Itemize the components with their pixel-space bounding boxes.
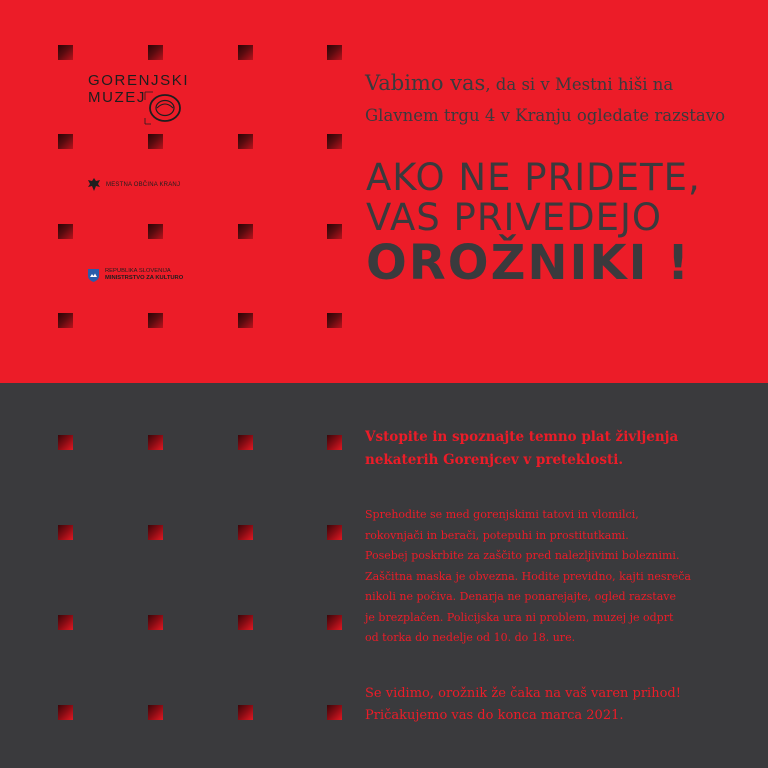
ministry-sponsor — [88, 268, 183, 282]
headline-line3: OROŽNIKI ! — [366, 235, 692, 291]
municipality-sponsor — [88, 178, 180, 191]
ministry-line2: MINISTRSTVO ZA KULTURO — [105, 275, 184, 281]
decor-square — [238, 705, 253, 720]
decor-square — [148, 435, 163, 450]
ministry-line1: REPUBLIKA SLOVENIJA — [105, 268, 171, 274]
decor-square — [327, 45, 342, 60]
headline-line2: VAS PRIVEDEJO — [366, 196, 663, 239]
decor-square — [148, 525, 163, 540]
decor-square — [58, 705, 73, 720]
decor-square — [58, 224, 73, 239]
decor-square — [148, 224, 163, 239]
body-line: od torka do nedelje od 10. do 18. ure. — [365, 631, 576, 644]
decor-square — [148, 705, 163, 720]
body-line: Posebej poskrbite za zaščito pred nalezljivimi boleznimi. — [365, 549, 680, 562]
decor-square — [148, 134, 163, 149]
outro-line1: Se vidimo, orožnik že čaka na vaš varen prihod! — [365, 686, 681, 701]
slovenia-crest-icon — [88, 269, 99, 282]
decor-square — [327, 705, 342, 720]
decor-square — [238, 224, 253, 239]
invite-lead: Vabimo vas — [365, 71, 486, 95]
headline-line1: AKO NE PRIDETE, — [366, 156, 701, 199]
invite-rest: , da si v Mestni hiši na — [485, 75, 674, 94]
invitation-text — [365, 68, 745, 131]
logo-line1: GORENJSKI — [88, 72, 190, 89]
decor-square — [327, 134, 342, 149]
body-line: rokovnjači in berači, potepuhi in prostitutkami. — [365, 528, 629, 542]
municipality-name: MESTNA OBČINA KRANJ — [106, 181, 181, 188]
decor-square — [238, 134, 253, 149]
decor-square — [327, 525, 342, 540]
eagle-crest-icon — [88, 178, 100, 191]
body-line: Sprehodite se med gorenjskimi tatovi in vlomilci, — [365, 508, 639, 521]
headline — [366, 156, 746, 291]
decor-square — [238, 615, 253, 630]
intro-line2: nekaterih Gorenjcev v preteklosti. — [365, 452, 624, 468]
decor-square — [238, 435, 253, 450]
intro-line1: Vstopite in spoznajte temno plat življenja — [365, 429, 679, 445]
body-text — [365, 505, 755, 649]
decor-square — [238, 313, 253, 328]
outro-text — [365, 683, 755, 727]
body-line: nikoli ne počiva. Denarja ne ponarejajte, ogled razstave — [365, 590, 676, 603]
outro-line2: Pričakujemo vas do konca marca 2021. — [365, 708, 624, 723]
decor-square — [238, 45, 253, 60]
top-panel — [0, 0, 768, 383]
ring-logo-icon — [143, 88, 183, 128]
decor-square — [148, 313, 163, 328]
decor-square — [58, 313, 73, 328]
decor-square — [58, 435, 73, 450]
decor-square — [58, 525, 73, 540]
invite-line2: Glavnem trgu 4 v Kranju ogledate razstavo — [365, 106, 726, 125]
decor-square — [148, 45, 163, 60]
decor-square — [327, 615, 342, 630]
body-line: je brezplačen. Policijska ura ni problem, muzej je odprt — [365, 610, 674, 624]
decor-square — [58, 615, 73, 630]
intro-text — [365, 426, 745, 472]
decor-square — [148, 615, 163, 630]
decor-square — [238, 525, 253, 540]
decor-square — [327, 313, 342, 328]
logo-line2: MUZEJ — [88, 89, 146, 106]
body-line: Zaščitna maska je obvezna. Hodite previdno, kajti nesreča — [365, 569, 691, 583]
decor-square — [327, 224, 342, 239]
decor-square — [58, 134, 73, 149]
decor-square — [58, 45, 73, 60]
decor-square — [327, 435, 342, 450]
